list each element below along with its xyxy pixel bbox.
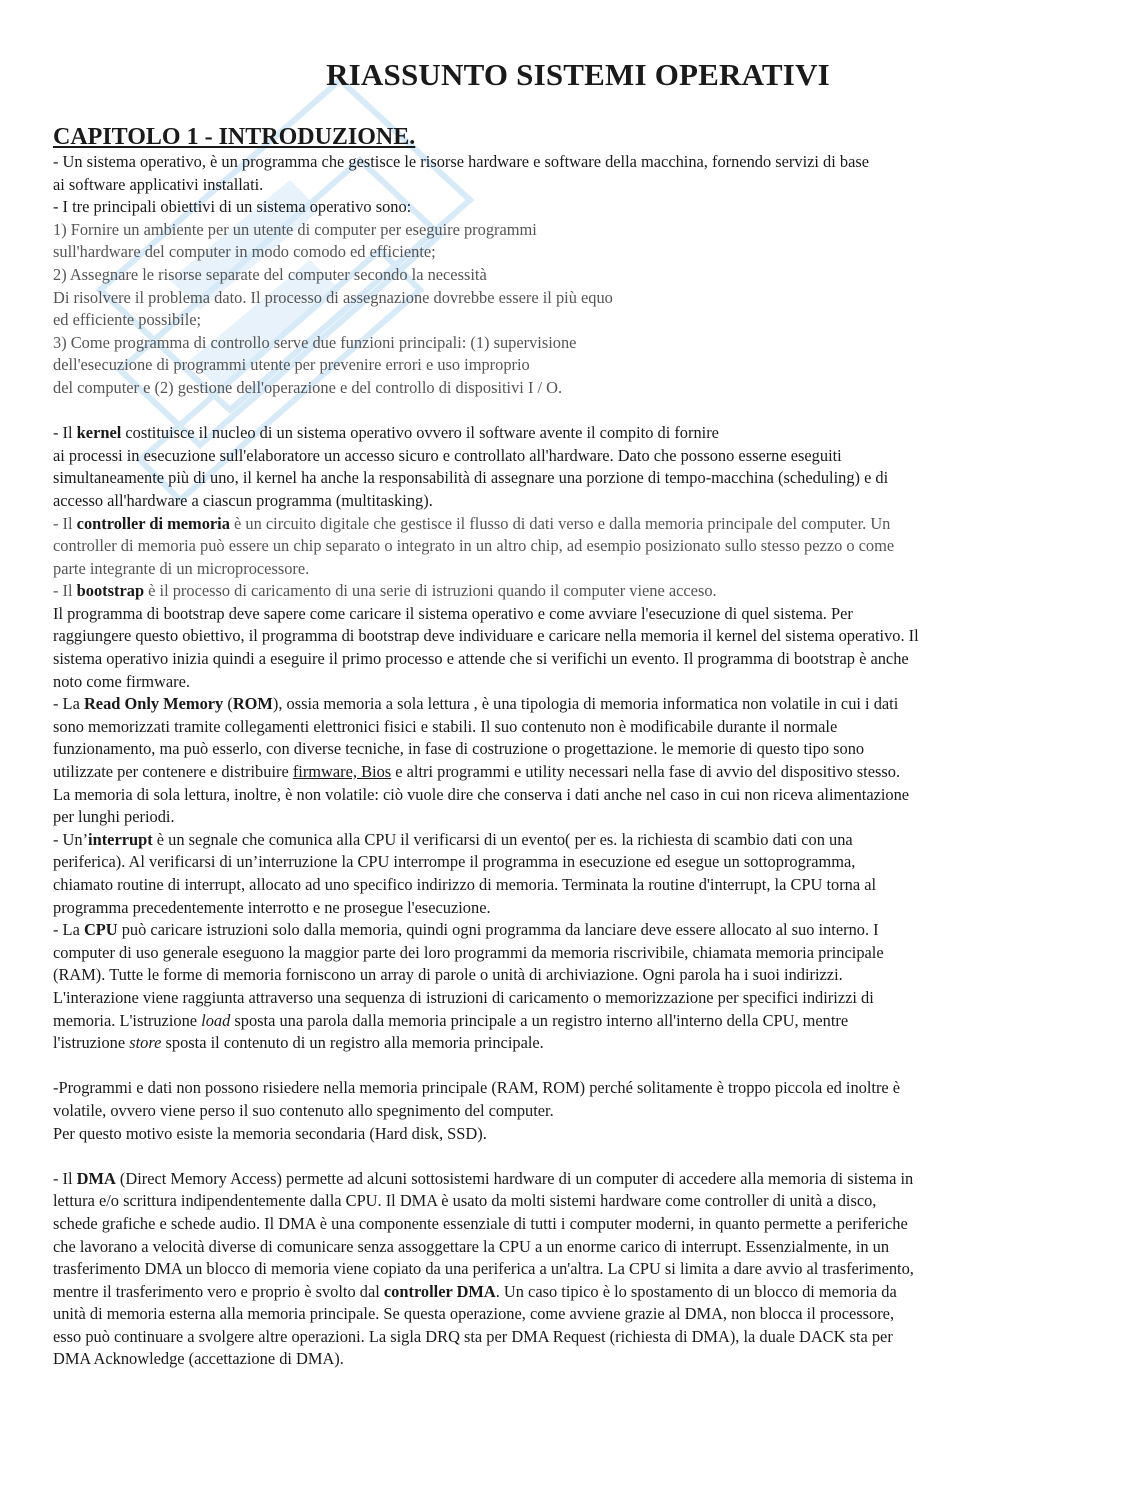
page-title: RIASSUNTO SISTEMI OPERATIVI bbox=[326, 57, 830, 92]
term-rom-acronym: ROM bbox=[232, 694, 273, 714]
secondary-memory-section bbox=[53, 1077, 1103, 1145]
text-line: memoria. L'istruzione load sposta una parola dalla memoria principale a un registro interno all'interno della CPU, mentre bbox=[53, 1010, 849, 1030]
term-interrupt: interrupt bbox=[88, 829, 153, 849]
term-cpu: CPU bbox=[83, 920, 118, 940]
text-line: per lunghi periodi. bbox=[53, 807, 175, 827]
text-line: Il programma di bootstrap deve sapere come caricare il sistema operativo e come avviare l'esecuzione di quel sistema. Per bbox=[53, 603, 853, 623]
firmware-bios-link[interactable]: firmware, Bios bbox=[292, 762, 392, 782]
text-line: 3) Come programma di controllo serve due funzioni principali: (1) supervisione bbox=[53, 332, 577, 352]
text-line: - La CPU può caricare istruzioni solo dalla memoria, quindi ogni programma da lanciare deve essere allocato al suo interno. I bbox=[53, 920, 879, 940]
chapter-heading: CAPITOLO 1 - INTRODUZIONE. bbox=[53, 124, 416, 150]
text-line: parte integrante di un microprocessore. bbox=[53, 558, 310, 578]
term-load: load bbox=[201, 1010, 231, 1030]
text-line: - I tre principali obiettivi di un sistema operativo sono: bbox=[53, 197, 412, 217]
text-line: - La Read Only Memory (ROM), ossia memoria a sola lettura , è una tipologia di memoria informatica non volatile in cui i dati bbox=[53, 694, 899, 714]
text-line: L'interazione viene raggiunta attraverso una sequenza di istruzioni di caricamento o memorizzazione per specifici indirizzi di bbox=[53, 987, 874, 1007]
term-dma: DMA bbox=[76, 1168, 116, 1188]
text-line: accesso all'hardware a ciascun programma (multitasking). bbox=[53, 490, 433, 510]
term-controller-dma: controller DMA bbox=[383, 1281, 496, 1301]
term-controller: controller di memoria bbox=[76, 513, 230, 533]
text-line: unità di memoria esterna alla memoria principale. Se questa operazione, come avviene grazie al DMA, non blocca il processore, bbox=[53, 1304, 895, 1324]
dma-section bbox=[53, 1168, 1103, 1371]
spacer bbox=[53, 400, 1103, 423]
controller-section bbox=[53, 513, 1103, 581]
text-line: - Un’interrupt è un segnale che comunica alla CPU il verificarsi di un evento( per es. la richiesta di scambio dati con una bbox=[53, 829, 853, 849]
text-line: periferica). Al verificarsi di un’interruzione la CPU interrompe il programma in esecuzione ed esegue un sottoprogramma, bbox=[53, 852, 856, 872]
text-line: DMA Acknowledge (accettazione di DMA). bbox=[53, 1349, 344, 1369]
text-line: che lavorano a velocità diverse di comunicare senza assoggettare la CPU a un enorme carico di interrupt. Essenzialmente, in un bbox=[53, 1236, 890, 1256]
text-line: esso può continuare a svolgere altre operazioni. La sigla DRQ sta per DMA Request (richiesta di DMA), la duale DACK sta per bbox=[53, 1326, 893, 1346]
term-bootstrap: bootstrap bbox=[76, 581, 145, 601]
text-line: - Un sistema operativo, è un programma che gestisce le risorse hardware e software della macchina, fornendo servizi di base bbox=[53, 152, 870, 171]
text-line: volatile, ovvero viene perso il suo contenuto allo spegnimento del computer. bbox=[53, 1100, 554, 1120]
text-line: l'istruzione store sposta il contenuto di un registro alla memoria principale. bbox=[53, 1033, 544, 1053]
text-line: simultaneamente più di uno, il kernel ha anche la responsabilità di assegnare una porzione di tempo-macchina (scheduling) e di bbox=[53, 468, 889, 488]
text-line: ai processi in esecuzione sull'elaboratore un accesso sicuro e controllato all'hardware. Dato che possono esserne eseguiti bbox=[53, 445, 842, 465]
text-line: utilizzate per contenere e distribuire firmware, Bios e altri programmi e utility necessari nella fase di avvio del dispositivo stesso. bbox=[53, 762, 901, 782]
spacer bbox=[53, 1055, 1103, 1078]
intro-section bbox=[53, 151, 1103, 400]
text-line: (RAM). Tutte le forme di memoria forniscono un array di parole o unità di archiviazione. Ogni parola ha i suoi indirizzi. bbox=[53, 965, 843, 985]
text-line: schede grafiche e schede audio. Il DMA è una componente essenziale di tutti i computer moderni, in quanto permette a periferiche bbox=[53, 1213, 908, 1233]
text-line: Di risolvere il problema dato. Il processo di assegnazione dovrebbe essere il più equo bbox=[53, 287, 613, 307]
text-line: La memoria di sola lettura, inoltre, è non volatile: ciò vuole dire che conserva i dati anche nel caso in cui non riceva alimentazione bbox=[53, 784, 910, 804]
text-line: - Il DMA (Direct Memory Access) permette ad alcuni sottosistemi hardware di un computer di accedere alla memoria di sistema in bbox=[53, 1168, 914, 1188]
text-line: ed efficiente possibile; bbox=[53, 310, 202, 330]
text-line: raggiungere questo obiettivo, il programma di bootstrap deve individuare e caricare nella memoria il kernel del sistema operativo. Il bbox=[53, 626, 919, 646]
text-line: lettura e/o scrittura indipendentemente dalla CPU. Il DMA è usato da molti sistemi hardware come controller di unità a disco, bbox=[53, 1191, 877, 1211]
text-line: chiamato routine di interrupt, allocato ad uno specifico indirizzo di memoria. Terminata la routine d'interrupt, la CPU torna al bbox=[53, 875, 877, 894]
text-line: 1) Fornire un ambiente per un utente di computer per eseguire programmi bbox=[53, 219, 537, 239]
text-line: - Il controller di memoria è un circuito digitale che gestisce il flusso di dati verso e dalla memoria principale del computer. Un bbox=[53, 513, 891, 533]
document-page bbox=[53, 55, 1103, 1371]
term-store: store bbox=[129, 1033, 162, 1053]
kernel-section bbox=[53, 422, 1103, 512]
rom-section bbox=[53, 693, 1103, 829]
text-line: 2) Assegnare le risorse separate del computer secondo la necessità bbox=[53, 264, 487, 284]
bootstrap-section bbox=[53, 580, 1103, 693]
text-line: programma precedentemente interrotto e ne prosegue l'esecuzione. bbox=[53, 897, 491, 917]
text-line: dell'esecuzione di programmi utente per prevenire errori e uso improprio bbox=[53, 355, 530, 375]
text-line: -Programmi e dati non possono risiedere nella memoria principale (RAM, ROM) perché solitamente è troppo piccola ed inoltre è bbox=[53, 1078, 901, 1098]
text-line: trasferimento DMA un blocco di memoria viene copiato da una periferica a un'altra. La CPU si limita a dare avvio al trasferimento, bbox=[53, 1259, 914, 1279]
text-line: sistema operativo inizia quindi a eseguire il primo processo e attende che si verifichi un evento. Il programma di bootstrap è anche bbox=[53, 649, 909, 669]
interrupt-section bbox=[53, 829, 1103, 919]
text-line: ai software applicativi installati. bbox=[53, 174, 264, 194]
term-rom: Read Only Memory bbox=[83, 694, 224, 714]
text-line: mentre il trasferimento vero e proprio è svolto dal controller DMA. Un caso tipico è lo spostamento di un blocco di memoria da bbox=[53, 1281, 897, 1301]
text-line: - Il kernel costituisce il nucleo di un sistema operativo ovvero il software avente il compito di fornire bbox=[53, 423, 719, 443]
text-line: Per questo motivo esiste la memoria secondaria (Hard disk, SSD). bbox=[53, 1123, 487, 1143]
text-line: sull'hardware del computer in modo comodo ed efficiente; bbox=[53, 242, 436, 262]
text-line: - Il bootstrap è il processo di caricamento di una serie di istruzioni quando il computer viene acceso. bbox=[53, 581, 717, 601]
cpu-section bbox=[53, 919, 1103, 1055]
text-line: funzionamento, ma può esserlo, con diverse tecniche, in fase di costruzione o progettazione. le memorie di questo tipo sono bbox=[53, 739, 865, 759]
text-line: computer di uso generale eseguono la maggior parte dei loro programmi da memoria riscrivibile, chiamata memoria principale bbox=[53, 942, 884, 962]
text-line: sono memorizzati tramite collegamenti elettronici fisici e stabili. Il suo contenuto non è modificabile durante il normale bbox=[53, 716, 838, 736]
text-line: controller di memoria può essere un chip separato o integrato in un altro chip, ad esempio posizionato sullo stesso pezzo o come bbox=[53, 536, 895, 556]
text-line: noto come firmware. bbox=[53, 671, 190, 691]
term-kernel: kernel bbox=[76, 423, 122, 443]
spacer bbox=[53, 1145, 1103, 1168]
text-line: del computer e (2) gestione dell'operazione e del controllo di dispositivi I / O. bbox=[53, 377, 563, 397]
